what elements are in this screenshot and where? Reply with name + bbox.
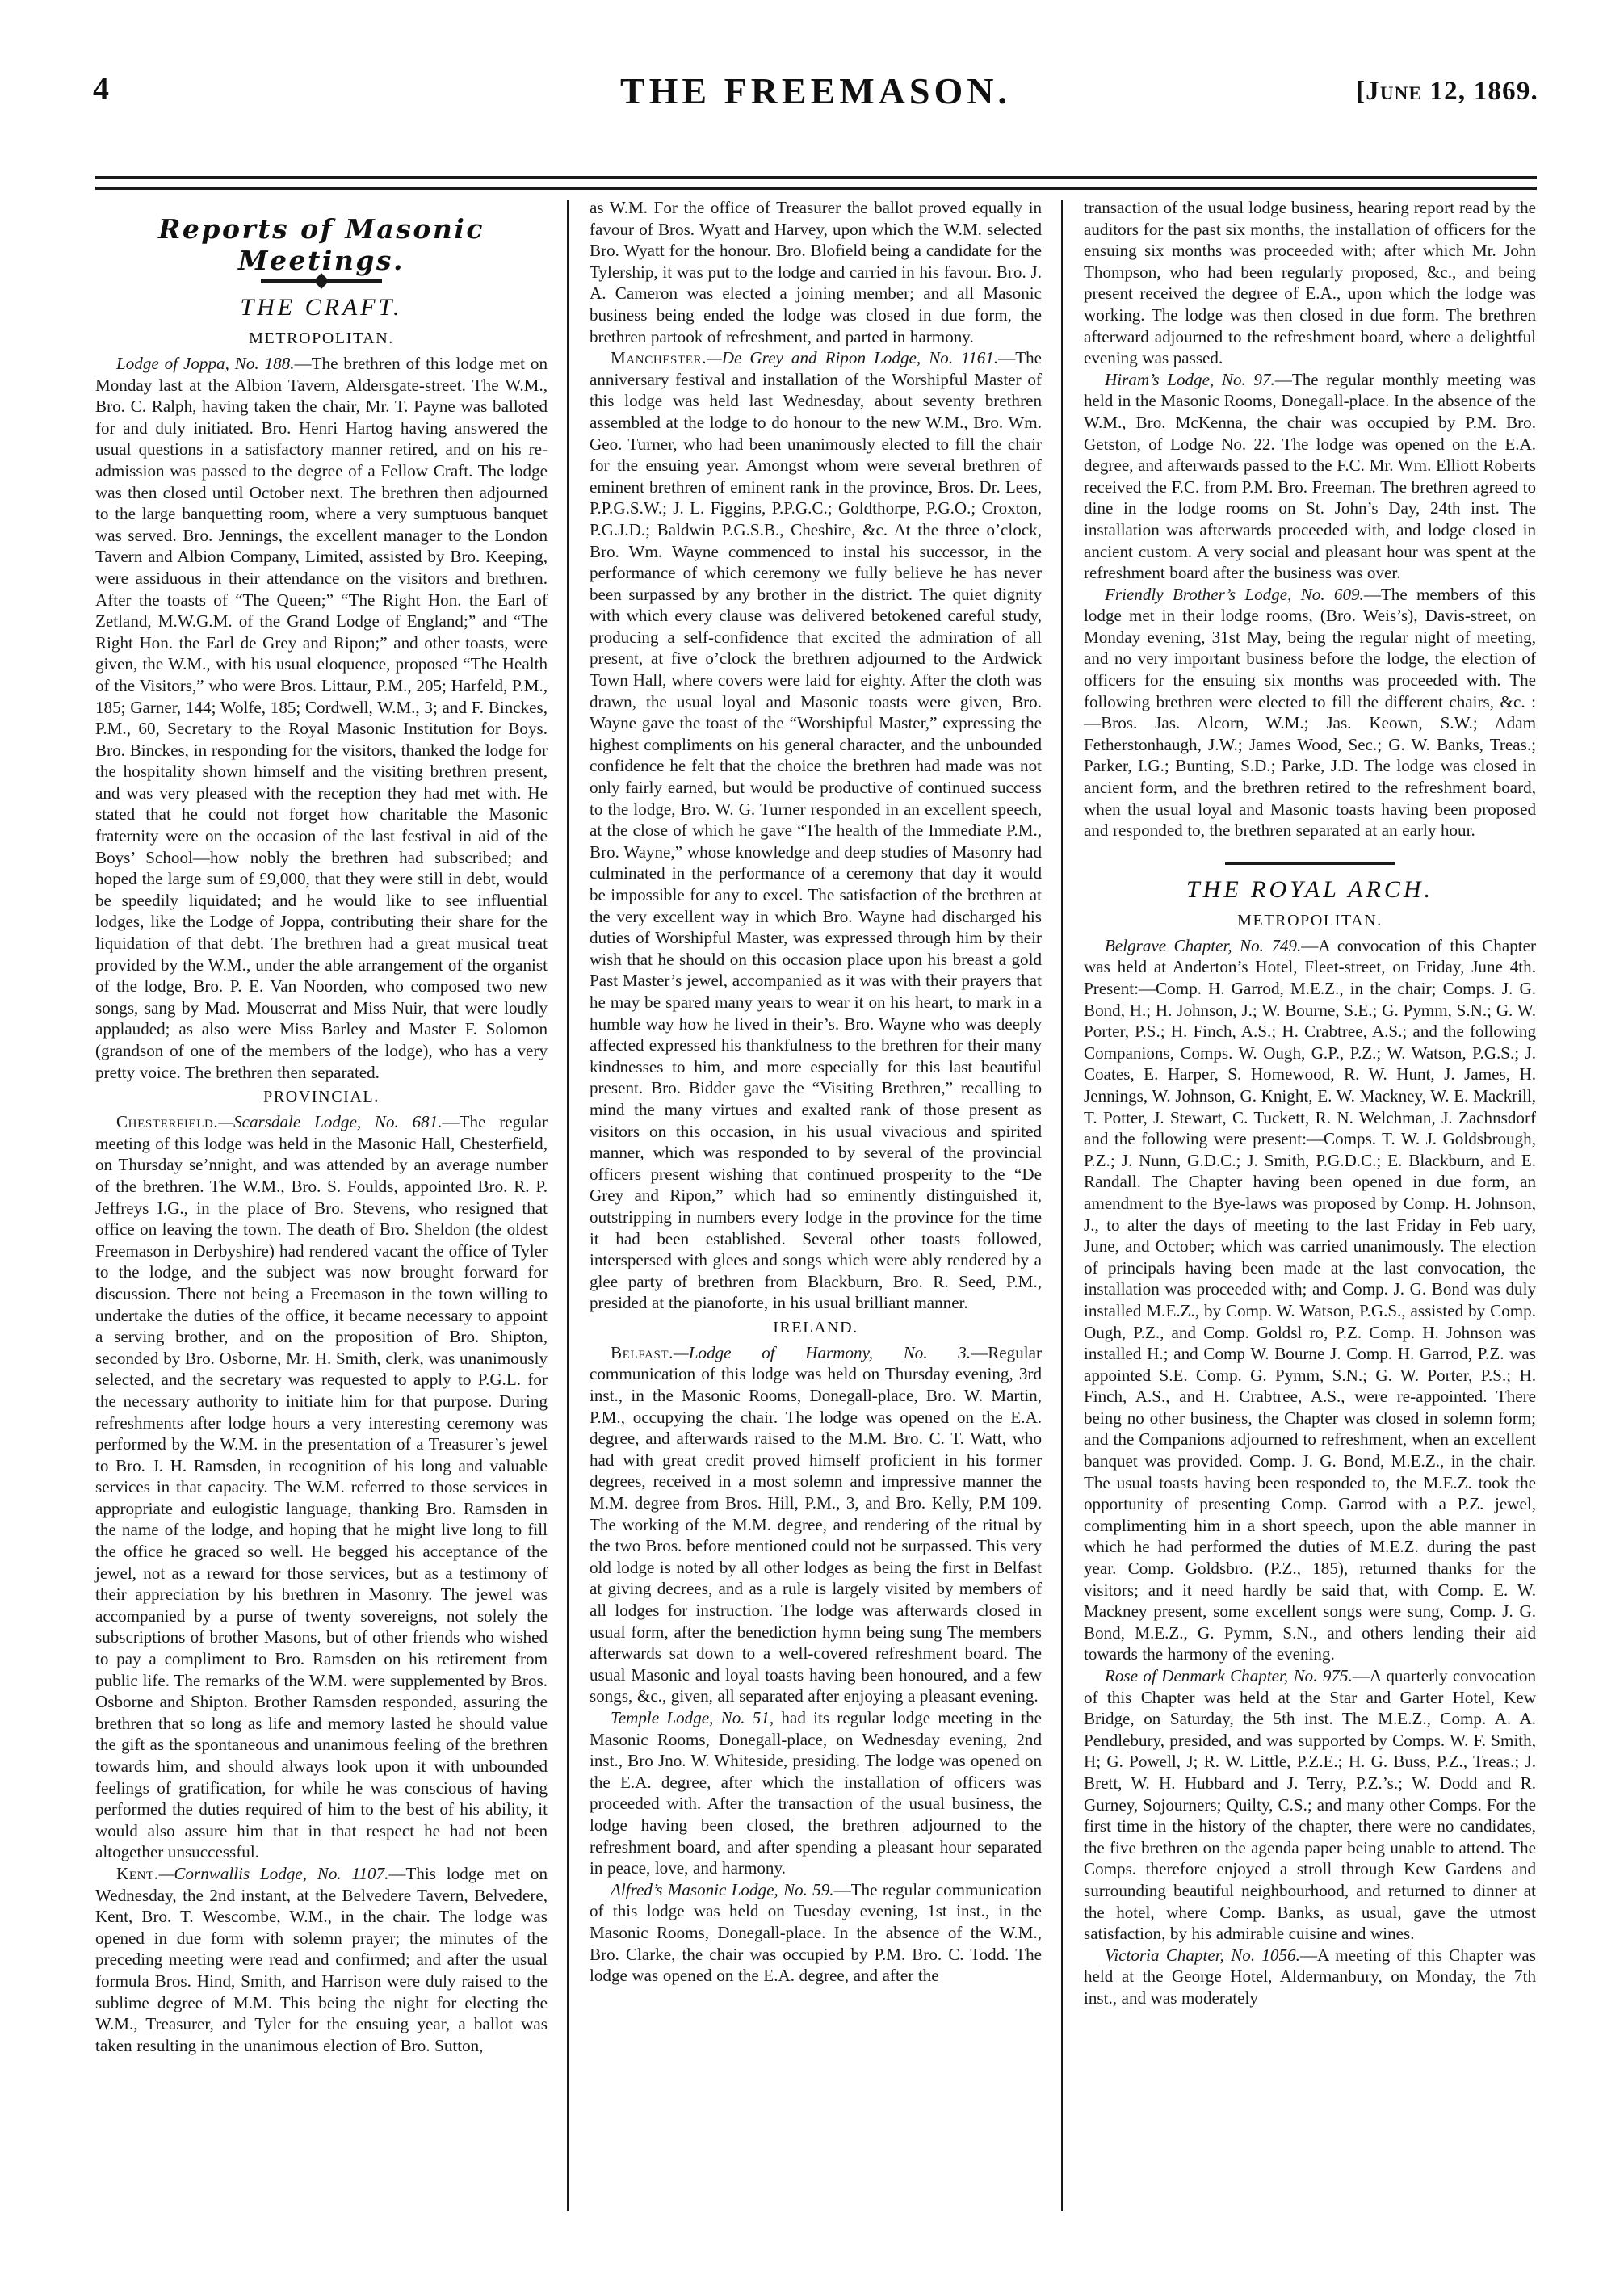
article-body: —Regular communication of this lodge was held on Thursday evening, 3rd inst., in the Masonic Rooms, Donegall-place, Bro. W. Martin, P.M., occupying the chair. The lodge was opened on the E.A. degree, and afterwards raised to the M.M. Bro. C. T. Watt, who had with great credit proved himself proficient in his former degrees, received in a most solemn and impressive manner the M.M. degree from Bros. Hill, P.M., 3, and Bro. Kelly, P.M 109. The working of the M.M. degree, and rendering of the ritual by the two Bros. before mentioned could not be surpassed. This very old lodge is noted by all other lodges as being the first in Belfast at giving decrees, and as a rule is largely visited by members of all lodges for instruction. The lodge was afterwards closed in usual form, after the benediction hymn being sung The members afterwards sat down to a well-covered refreshment board. The usual Masonic and loyal toasts having been honoured, and a few songs, &c., given, all separated after enjoying a pleasant evening.: [590, 1342, 1042, 1706]
column-divider-1: [548, 197, 590, 2240]
three-column-layout: [95, 197, 1537, 2240]
lodge-name: Friendly Brother’s Lodge, No. 609.: [1105, 584, 1364, 604]
article-friendly-brothers-lodge: [1084, 584, 1536, 841]
reports-heading: Reports of Masonic Meetings.: [157, 213, 485, 276]
article-lodge-of-harmony: [590, 1342, 1042, 1707]
article-temple-lodge: [590, 1707, 1042, 1879]
article-body: —A meeting of this Chapter was held at the George Hotel, Aldermanbury, on Monday, the 7th inst., and was moderately: [1084, 1945, 1536, 2008]
ornament-divider-icon: [95, 279, 548, 283]
column-divider-2: [1042, 197, 1084, 2240]
lodge-name: —Scarsdale Lodge, No. 681.: [218, 1112, 443, 1132]
lodge-name: —De Grey and Ripon Lodge, No. 1161.: [706, 348, 999, 368]
lodge-name: Alfred’s Masonic Lodge, No. 59.: [611, 1879, 834, 1899]
column-3: [1084, 197, 1536, 2240]
article-cornwallis-lodge: [95, 1863, 548, 2056]
page-masthead: [93, 69, 1538, 120]
article-alfreds-masonic-lodge-continued: transaction of the usual lodge business, hearing report read by the auditors for the past six months, the installation of officers for the ensuing six months was proceeded with; after which Mr. John Thompson, who had been regularly proposed, &c., and being present received the degree of E.A., upon which the lodge was working. The lodge was then closed in due form. The brethren afterward adjourned to the refreshment board, where a delightful evening was passed.: [1084, 198, 1536, 368]
article-body: —The regular monthly meeting was held in the Masonic Rooms, Donegall-place. In the absence of the W.M., Bro. McKenna, the chair was occupied by P.M. Bro. Getston, of Lodge No. 22. The lodge was opened on the E.A. degree, and afterwards passed to the F.C. Mr. Wm. Elliott Roberts received the F.C. from P.M. Bro. Freeman. The brethren agreed to dine in the lodge rooms on St. John’s Day, 24th inst. The installation was afterwards proceeded with, and lodge closed in ancient custom. A very social and pleasant hour was spent at the refreshment board after the business was over.: [1084, 369, 1536, 583]
the-royal-arch-heading: THE ROYAL ARCH.: [1185, 875, 1433, 903]
metropolitan-subheading: METROPOLITAN.: [249, 329, 394, 347]
masthead-divider-rule: [95, 176, 1537, 190]
article-rose-of-denmark-chapter: [1084, 1665, 1536, 1945]
lodge-name: Temple Lodge, No. 51,: [611, 1707, 774, 1727]
place-name: Kent.: [116, 1863, 159, 1883]
article-victoria-chapter: [1084, 1945, 1536, 2009]
chapter-name: Belgrave Chapter, No. 749.: [1105, 935, 1302, 955]
provincial-subheading: PROVINCIAL.: [263, 1088, 380, 1106]
chapter-name: Rose of Denmark Chapter, No. 975.: [1105, 1666, 1353, 1685]
ireland-subheading: IRELAND.: [773, 1318, 858, 1337]
lodge-name: —Lodge of Harmony, No. 3.: [674, 1342, 971, 1362]
article-cornwallis-lodge-continued: as W.M. For the office of Treasurer the ballot proved equally in favour of Bros. Wyatt and Harvey, upon which the W.M. selected Bro. Wyatt for the honour. Bro. Blofield being a candidate for the Tylership, it was put to the lodge and carried in his favour. Bro. J. A. Cameron was elected a joining member; and all Masonic business being ended the lodge was closed in due form, the brethren partook of refreshment, and parted in harmony.: [590, 198, 1042, 346]
article-body: —The members of this lodge met in their lodge rooms, (Bro. Weis’s), Davis-street, on Monday evening, 31st May, being the regular night of meeting, and no very important business before the lodge, the election of officers for the ensuing six months was proceeded with. The following brethren were elected to fill the different chairs, &c. :—Bros. Jas. Alcorn, W.M.; Jas. Keown, S.W.; Adam Fetherstonhaugh, J.W.; James Wood, Sec.; G. W. Banks, Treas.; Parker, I.G.; Bunting, S.D.; Parke, J.D. The lodge was closed in ancient form, and the brethren retired to the refreshment board, when the usual loyal and Masonic toasts having been proposed and responded to, the brethren separated at an early hour.: [1084, 584, 1536, 841]
chapter-name: Victoria Chapter, No. 1056.: [1105, 1945, 1300, 1965]
article-body: —The regular meeting of this lodge was held in the Masonic Hall, Chesterfield, on Thursday se’nnight, and was attended by an average number of the brethren. The W.M., Bro. S. Foulds, appointed Bro. R. P. Jeffreys I.G., in the place of Bro. Stevens, who resigned that office on leaving the town. The death of Bro. Sheldon (the oldest Freemason in Derbyshire) had rendered vacant the office of Tyler to the lodge, and the subject was now brought forward for discussion. There not being a Freemason in the town willing to undertake the duties of the office, it became necessary to appoint a serving brother, and on the proposition of Bro. Shipton, seconded by Bro. Osborne, Mr. H. Smith, clerk, was unanimously selected, and the secretary was requested to apply to P.G.L. for the necessary authority to initiate him for that purpose. During refreshments after lodge hours a very interesting ceremony was performed by the W.M. in the presentation of a Treasurer’s jewel to Bro. J. H. Ramsden, in recognition of his long and valuable services in that capacity. The W.M. referred to those services in appropriate and eulogistic language, thanking Bro. Ramsden in the name of the lodge, and hoping that he might live long to fill the office he graced so well. He begged his acceptance of the jewel, not as a reward for those services, but as a testimony of their appreciation by his brethren in Masonry. The jewel was accompanied by a purse of twenty sovereigns, not solely the subscriptions of brother Masons, but of other friends who wished to pay a compliment to Bro. Ramsden on his retirement from public life. The remarks of the W.M. were supplemented by Bros. Osborne and Shipton. Brother Ramsden responded, assuring the brethren that so long as life and memory lasted he should value the gift as the spontaneous and unanimous feeling of the brethren towards him, and should always look upon it with unbounded feelings of gratification, for while he was conscious of having performed the duties required of him to the best of his ability, it would also assure him that in that respect he had not been altogether unsuccessful.: [95, 1112, 548, 1862]
lodge-name: Lodge of Joppa, No. 188.: [116, 354, 295, 373]
article-body: had its regular lodge meeting in the Masonic Rooms, Donegall-place, on Wednesday evening, 2nd inst., Bro Jno. W. Whiteside, presiding. The lodge was opened on the E.A. degree, after which the installation of officers was proceeded with. After the transaction of the usual business, the lodge having been closed, the brethren adjourned to the refreshment board, and after spending a pleasant hour separated in peace, love, and harmony.: [590, 1707, 1042, 1878]
article-belgrave-chapter: [1084, 935, 1536, 1665]
place-name: Belfast.: [611, 1342, 674, 1362]
article-lodge-of-joppa: [95, 353, 548, 1083]
column-2: [590, 197, 1042, 2240]
column-1: [95, 197, 548, 2240]
issue-date: [June 12, 1869.: [1355, 77, 1538, 106]
article-body: —The anniversary festival and installation of the Worshipful Master of this lodge was held last Wednesday, about seventy brethren assembled at the lodge to do honour to the new W.M., Bro. Wm. Geo. Turner, who had been unanimously elected to fill the chair for the ensuing year. Amongst whom were several brethren of eminent brethren of eminent rank in the province, Bros. Dr. Lees, P.P.G.S.W.; J. L. Figgins, P.P.G.C.; Goldthorpe, P.G.O.; Croxton, P.G.J.D.; Baldwin P.G.S.B., Cheshire, &c. At the three o’clock, Bro. Wm. Wayne commenced to instal his successor, in the performance of which ceremony we fully believe he has never been surpassed by any brother in the district. The quiet dignity with which every clause was delivered betokened careful study, producing a self-confidence that excited the admiration of all present, at five o’clock the brethren adjourned to the Ardwick Town Hall, where covers were laid for eighty. After the cloth was drawn, the usual loyal and Masonic toasts were given, Bro. Wayne gave the toast of the “Worshipful Master,” expressing the highest compliments on his general character, and the unbounded confidence he felt that the choice the brethren had made was not only fairly earned, but would be productive of continued success to the lodge, Bro. W. G. Turner responded in an excellent speech, at the close of which he gave “The health of the Immediate P.M., Bro. Wayne,” whose knowledge and deep studies of Masonry had culminated in the performance of a ceremony that day it would be impossible for any to excel. The satisfaction of the brethren at the very excellent way in which Bro. Wayne had discharged his duties of Worshipful Master, was expressed through him by their wish that he should on this occasion place upon his breast a gold Past Master’s jewel, accompanied as it was with their prayers that he may be spared many years to wear it on his heart, to mark in a humble way how he lived in their’s. Bro. Wayne who was deeply affected expressed his thankfulness to the brethren for their many kindnesses to him, and more especially for this last beautiful present. Bro. Bidder gave the “Visiting Brethren,” recalling to mind the many virtues and exalted rank of those present as visitors on this occasion, in his usual vivacious and spirited manner, which was responded to by several of the provincial officers present wishing that continued prosperity to the “De Grey and Ripon,” which had so eminently distinguished it, outstripping in numbers every lodge in the province for the time it had been established. Several other toasts followed, interspersed with glees and songs which were ably rendered by a glee party of brethren from Blackburn, Bro. R. Seed, P.M., presided at the pianoforte, in his usual brilliant manner.: [590, 348, 1042, 1313]
page-number: 4: [93, 70, 110, 107]
article-body: —A quarterly convocation of this Chapter was held at the Star and Garter Hotel, Kew Bridge, on Saturday, the 5th inst. The M.E.Z., Comp. A. A. Pendlebury, presided, and was supported by Comps. W. F. Smith, H; G. Powell, J; R. W. Little, P.Z.E.; H. G. Buss, P.Z., Treas.; J. Brett, W. H. Hubbard and J. Terry, P.Z.’s.; W. Dodd and R. Gurney, Sojourners; Quilty, C.S.; and many other Comps. For the first time in the history of the chapter, there were no candidates, the five brethren on the agenda paper being unable to attend. The Comps. therefore enjoyed a stroll through Kew Gardens and surrounding beautiful neighbourhood, and returned to dinner at the hotel, where Comp. Banks, as usual, gave the utmost satisfaction, by his admirable cuisine and wines.: [1084, 1666, 1536, 1944]
article-scarsdale-lodge: [95, 1111, 548, 1863]
royal-arch-divider-rule: [1225, 862, 1395, 865]
the-craft-heading: THE CRAFT.: [240, 294, 403, 321]
article-hirams-lodge: [1084, 369, 1536, 584]
publication-title: THE FREEMASON.: [619, 70, 1012, 111]
article-alfreds-masonic-lodge: [590, 1879, 1042, 1987]
metropolitan-subheading-royal-arch: METROPOLITAN.: [1237, 911, 1383, 930]
place-name: Chesterfield.: [116, 1112, 219, 1132]
article-body: —The brethren of this lodge met on Monday last at the Albion Tavern, Aldersgate-street. The W.M., Bro. C. Ralph, having taken the chair, Mr. T. Payne was balloted for and duly initiated. Bro. Henri Hartog having answered the usual questions in a satisfactory manner retired, and on his re-admission was passed to the degree of a Fellow Craft. The lodge was then closed until October next. The brethren then adjourned to the large banquetting room, where a very sumptuous banquet was served. Bro. Jennings, the excellent manager to the London Tavern and Albion Company, Limited, assisted by Bro. Keeping, were assiduous in their attendance on the visitors and brethren. After the toasts of “The Queen;” “The Right Hon. the Earl of Zetland, M.W.G.M. of the Grand Lodge of England;” and “The Right Hon. the Earl de Grey and Ripon;” and other toasts, were given, the W.M., with his usual eloquence, proposed “The Health of the Visitors,” who were Bros. Littaur, P.M., 205; Harfeld, P.M., 185; Garner, 144; Wolfe, 185; Cordwell, W.M., 3; and F. Binckes, P.M., 60, Secretary to the Royal Masonic Institution for Boys. Bro. Binckes, in responding for the visitors, thanked the lodge for the hospitality shown himself and the visiting brethren present, and was very pleased with the reception they had met with. He stated that he could not forget how charitable the Masonic fraternity were on the occasion of the last festival in aid of the Boys’ School—how nobly the brethren had subscribed; and hoped the large sum of £9,000, that they were still in debt, would be speedily liquidated; and he would like to see influential lodges, like the Lodge of Joppa, contributing their share for the liquidation of that debt. The brethren had a great musical treat provided by the W.M., under the able arrangement of the organist of the lodge, Bro. P. E. Van Noorden, who composed two new songs, sang by Mad. Mouserrat and Miss Nuir, that were loudly applauded; as also were Miss Barley and Master F. Solomon (grandson of one of the members of the lodge), who has a very pretty voice. The brethren then separated.: [95, 354, 548, 1082]
article-body: —The regular communication of this lodge was held on Tuesday evening, 1st inst., in the Masonic Rooms, Donegall-place. In the absence of the W.M., Bro. Clarke, the chair was occupied by P.M. Bro. C. Todd. The lodge was opened on the E.A. degree, and after the: [590, 1879, 1042, 1986]
article-body: —A convocation of this Chapter was held at Anderton’s Hotel, Fleet-street, on Friday, June 4th. Present:—Comp. H. Garrod, M.E.Z., in the chair; Comps. J. G. Bond, H.; H. Johnson, J.; W. Bourne, S.E.; G. Pymm, S.N.; G. W. Porter, P.S.; H. Finch, A.S.; H. Crabtree, A.S.; and the following Companions, Comps. W. Ough, G.P., P.Z.; W. Watson, P.G.S.; J. Coates, E. Harper, S. Homewood, R. W. Hunt, J. James, H. Jennings, W. Johnson, G. Knight, E. W. Mackney, W. E. Mackrill, T. Potter, J. Stewart, C. Tuckett, R. N. Welchman, J. Zachnsdorf and the following were present:—Comps. T. W. J. Goldsbrough, P.Z.; J. Nunn, G.D.C.; J. Smith, P.G.D.C.; E. Blackburn, and E. Randall. The Chapter having been opened in due form, an amendment to the Bye-laws was proposed by Comp. H. Johnson, J., to alter the days of meeting to the last Friday in Feb uary, June, and October; which was carried unanimously. The election of principals having been made at the last convocation, the installation was proceeded with; and Comp. J. G. Bond was duly installed M.E.Z., by Comp. W. Watson, P.G.S., assisted by Comp. Ough, P.Z., and Comp. Goldsl ro, P.Z. Comp. H. Johnson was installed H.; and Comp W. Bourne J. Comp. H. Garrod, P.Z. was appointed S.E. Comp. G. Pymm, S.N.; G. W. Porter, P.S.; H. Finch, A.S., and H. Crabtree, A.S., were re-appointed. There being no other business, the Chapter was closed in solemn form; and the Companions adjourned to refreshment, when an excellent banquet was provided. Comp. J. G. Bond, M.E.Z., in the chair. The usual toasts having been responded to, the M.E.Z. took the opportunity of presenting Comp. Garrod with a P.Z. jewel, complimenting him in a short speech, upon the able manner in which he had performed the duties of M.E.Z. during the past year. Comp. Goldsbro. (P.Z., 185), returned thanks for the visitors; and it need hardly be said that, with Comp. E. W. Mackney present, some excellent songs were sung, Comp. J. G. Bond, M.E.Z., G. Pymm, S.N., and others lending their aid towards the harmony of the evening.: [1084, 935, 1536, 1664]
lodge-name: Hiram’s Lodge, No. 97.: [1105, 369, 1275, 389]
article-de-grey-and-ripon-lodge: [590, 347, 1042, 1314]
place-name: Manchester.: [611, 348, 707, 368]
lodge-name: —Cornwallis Lodge, No. 1107.: [158, 1863, 389, 1883]
article-body: —This lodge met on Wednesday, the 2nd instant, at the Belvedere Tavern, Belvedere, Kent, Bro. T. Wescombe, W.M., in the chair. The lodge was opened in due form with solemn prayer; the minutes of the preceding meeting were read and confirmed; and after the usual formula Bros. Hind, Smith, and Harrison were duly raised to the sublime degree of M.M. This being the night for electing the W.M., Treasurer, and Tyler for the ensuing year, a ballot was taken resulting in the unanimous election of Bro. Sutton,: [95, 1863, 548, 2055]
